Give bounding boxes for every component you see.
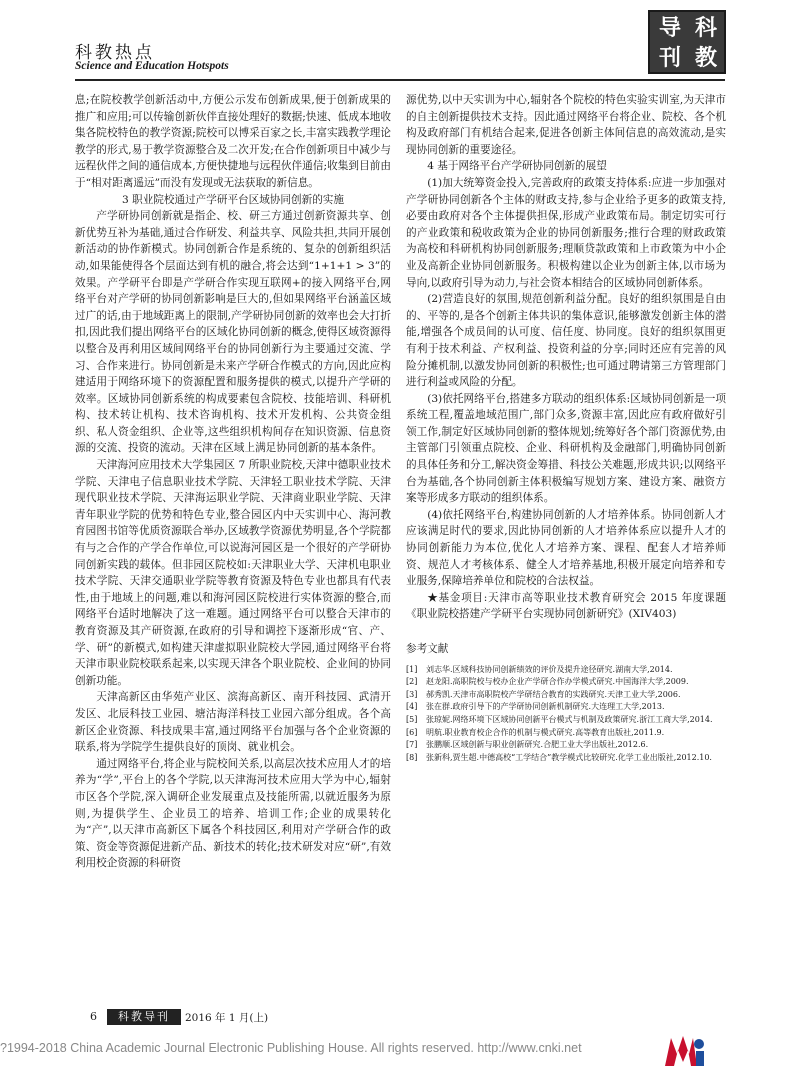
- reference-text: 郝秀凯.天津市高职院校产学研结合教育的实践研究.天津工业大学,2006.: [426, 689, 681, 699]
- paragraph: (3)依托网络平台,搭建多方联动的组织体系:区域协同创新是一项系统工程,覆盖地域范围广,部门众多,资源丰富,因此应有政府做好引领工作,制定好区域协同创新的整体规划;统筹好各个部门资源优势,由主管部门引领重点院校、企业、科研机构及金融部门,明确协同创新的具体任务和分工,解决资金筹措、科技公关难题,形成共识;以网络平台为基础,各个协同创新主体积极编写规划方案、建设方案、融资方案等形成多方联动的组织体系。: [406, 392, 726, 505]
- reference-item: [406, 727, 726, 740]
- reference-number: [4]: [406, 702, 418, 712]
- issue-date: 2016 年 1 月(上): [185, 1012, 269, 1024]
- references-title: 参考文献: [406, 643, 449, 655]
- section-heading: 4 基于网络平台产学研协同创新的展望: [427, 160, 607, 173]
- paragraph: (1)加大统筹资金投入,完善政府的政策支持体系:应进一步加强对产学研协同创新各个主体的财政支持,参与企业给予更多的政策支持,必要由政府对各个主体提供担保,形成产业政策布局。制定切实可行的产业政策和税收政策为企业的协同创新服务;推行合理的财政政策为高校和科研机构协同创新服务;理顺贷款政策和上市政策为中小企业及高新企业协同创新服务。积极构建以企业为创新主体,以市场为导向,以政府引导为动力,与社会资本相结合的区域协同创新体系。: [406, 176, 726, 289]
- reference-text: 张新科,贾生超.中德高校“工学结合”教学模式比较研究.化学工业出版社,2012.10.: [426, 752, 712, 762]
- reference-text: 张琼妮.网络环境下区域协同创新平台模式与机制及政策研究.浙江工商大学,2014.: [426, 714, 713, 724]
- reference-item: [406, 676, 726, 689]
- paragraph: 通过网络平台,将企业与院校间关系,以高层次技术应用人才的培养为“学”,平台上的各个学院,以天津海河技术应用大学为中心,辐射市区各个学院,深入调研企业发展重点及技能所需,以就近服务为原则,为提供学生、企业员工的培养、培训工作;企业的成果转化为“产”,以天津市高新区下属各个科技园区,利用对产学研合作的政策、资金等资源促进新产品、新技术的转化;技术研发对应“研”,有效利用校企资源的科研资: [75, 757, 391, 870]
- logo-char: 导: [658, 16, 681, 41]
- reference-number: [6]: [406, 727, 418, 737]
- paragraph: 源优势,以中天实训为中心,辐射各个院校的特色实验实训室,为天津市的自主创新提供技术支持。因此通过网络平台将企业、院校、各个机构及政府部门有机结合起来,促进各创新主体间信息的高效流动,是实现协同创新的重要途径。: [406, 94, 726, 156]
- reference-item: [406, 714, 726, 727]
- reference-number: [5]: [406, 714, 418, 724]
- logo-char: 刊: [658, 46, 681, 71]
- logo-char: 科: [694, 16, 717, 41]
- reference-text: 张在群.政府引导下的产学研协同创新机制研究.大连理工大学,2013.: [426, 702, 665, 712]
- paragraph: 天津海河应用技术大学集园区 7 所职业院校,天津中德职业技术学院、天津电子信息职业技术学院、天津轻工职业技术学院、天津现代职业技术学院、天津海运职业学院、天津商业职业学院、天津青年职业学院的优势和特色专业,整合园区内中天实训中心、海河教育园图书馆等优质资源联合举办,区域教学资源优势明显,各个学院都有与之合作的产学合作单位,可以说海河园区是一个很好的产学研协同创新实践的载体。但非园区院校如:天津职业大学、天津机电职业技术学院、天津交通职业学院等教育资源及特色专业也都具有代表性,由于地域上的问题,难以和海河园区院校进行实体资源的整合,而网络平台适时地解决了这一难题。通过网络平台可以整合天津市的教育资源及其产研资源,在政府的引导和调控下逐渐形成“官、产、学、研”的新模式,如构建天津虚拟职业院校大学园,通过网络平台将天津市职业院校联系起来,以实现天津各个职业院校、企业间的协同创新功能。: [75, 459, 391, 687]
- reference-item: [406, 739, 726, 752]
- logo-char: 教: [694, 46, 717, 71]
- section-title: 科教热点: [75, 43, 155, 63]
- section-heading: 3 职业院校通过产学研平台区域协同创新的实施: [122, 193, 344, 206]
- fund-note: ★基金项目:天津市高等职业技术教育研究会 2015 年度课题《职业院校搭建产学研平台实现协同创新研究》(XIV403): [406, 591, 726, 621]
- reference-item: [406, 689, 726, 702]
- header-rule: [75, 79, 725, 81]
- paragraph: (4)依托网络平台,构建协同创新的人才培养体系。协同创新人才应该满足时代的要求,因此协同创新的人才培养体系应以提升人才的协同创新能力为本位,优化人才培养方案、课程、配套人才培养师资、规范人才考核体系、健全人才培养基地,积极开展定向培养和专业服务,保障培养单位和院校的合法权益。: [406, 508, 726, 588]
- paragraph: 息;在院校教学创新活动中,方便公示发布创新成果,便于创新成果的推广和应用;可以传输创新伙伴直接处理好的数据;快速、低成本地收集各院校特色的教学资源;院校可以博采百家之长,丰富实践教学理论教学的形式,易于教学资源整合及二次开发;在合作创新项目中减少与远程伙伴之间的通信成本,方便快捷地与远程伙伴通信;收集到目前由于“相对距离遥远”而没有发现或无法获取的新信息。: [75, 94, 391, 189]
- journal-logo: [648, 10, 726, 74]
- copyright-notice: ?1994-2018 China Academic Journal Electronic Publishing House. All rights reserved. http://www.cnki.net: [0, 1041, 582, 1055]
- reference-item: [406, 664, 726, 677]
- paragraph: 天津高新区由华苑产业区、滨海高新区、南开科技园、武清开发区、北辰科技工业园、塘沽海洋科技工业园六部分组成。各个高新区企业资源、科技成果丰富,通过网络平台加强与各个企业资源的联系,将为学院学生提供良好的顶岗、就业机会。: [75, 691, 391, 754]
- paragraph: (2)营造良好的氛围,规范创新利益分配。良好的组织氛围是自由的、平等的,是各个创新主体共识的集体意识,能够激发创新主体的潜能,增强各个成员间的认可度、信任度、协同度。良好的组织氛围更有利于技术利益、产权利益、投资利益的分享;同时还应有完善的风险分摊机制,以激发协同创新的积极性;也可通过聘请第三方管理部门进行利益或风险的分配。: [406, 293, 726, 389]
- reference-text: 张鹏顺.区域创新与职业创新研究.合肥工业大学出版社,2012.6.: [426, 740, 649, 750]
- reference-number: [7]: [406, 740, 418, 750]
- page-number: 6: [90, 1010, 97, 1023]
- paragraph: 产学研协同创新就是指企、校、研三方通过创新资源共享、创新优势互补为基础,通过合作研发、利益共享、风险共担,共同开展创新活动的协作新模式。协同创新合作是系统的、复杂的创新组织活动,如果能使得各个层面达到有机的融合,将会达到“1+1+1 > 3”的效果。产学研平台即是产学研合作实现互联网+的接入网络平台,网络平台对产学研的协同创新影响是巨大的,但如果网络平台涵盖区域过广的话,由于地域距离上的限制,产学研协同创新的效率也会大打折扣,因此我们提出网络平台的区域化协同创新的概念,使得区域资源得以整合及再利用区域间网络平台的协同创新行为主要通过交流、学习、合作来进行。协同创新是未来产学研合作模式的方向,因此应构建适用于网络环境下的资源配置和服务提供的模式,以提升产学研的效率。区域协同创新系统的构成要素包含院校、技能培训、科研机构、技术转让机构、技术咨询机构、技术开发机构、公共资金组织、私人资金组织、企业等,这些组织机构间存在知识资源、信息资源的交流、投资的流动。天津在区域上满足协同创新的基本条件。: [75, 210, 391, 455]
- reference-number: [8]: [406, 752, 418, 762]
- reference-item: [406, 752, 726, 765]
- reference-number: [1]: [406, 664, 418, 674]
- references-list: [406, 664, 726, 765]
- right-column: [406, 92, 726, 764]
- reference-item: [406, 701, 726, 714]
- reference-text: 赵龙阳.高职院校与校办企业产学研合作办学模式研究.中国海洋大学,2009.: [426, 677, 689, 687]
- reference-number: [3]: [406, 689, 418, 699]
- reference-number: [2]: [406, 677, 418, 687]
- left-column: [75, 92, 391, 872]
- journal-name-badge: 科教导刊: [107, 1009, 181, 1025]
- section-subtitle: Science and Education Hotspots: [75, 60, 229, 72]
- reference-text: 刘志华.区域科技协同创新绩效的评价及提升途径研究.湖南大学,2014.: [426, 664, 673, 674]
- cnki-logo-icon: [663, 1032, 707, 1070]
- reference-text: 明航.职业教育校企合作的机制与模式研究.高等教育出版社,2011.9.: [426, 727, 665, 737]
